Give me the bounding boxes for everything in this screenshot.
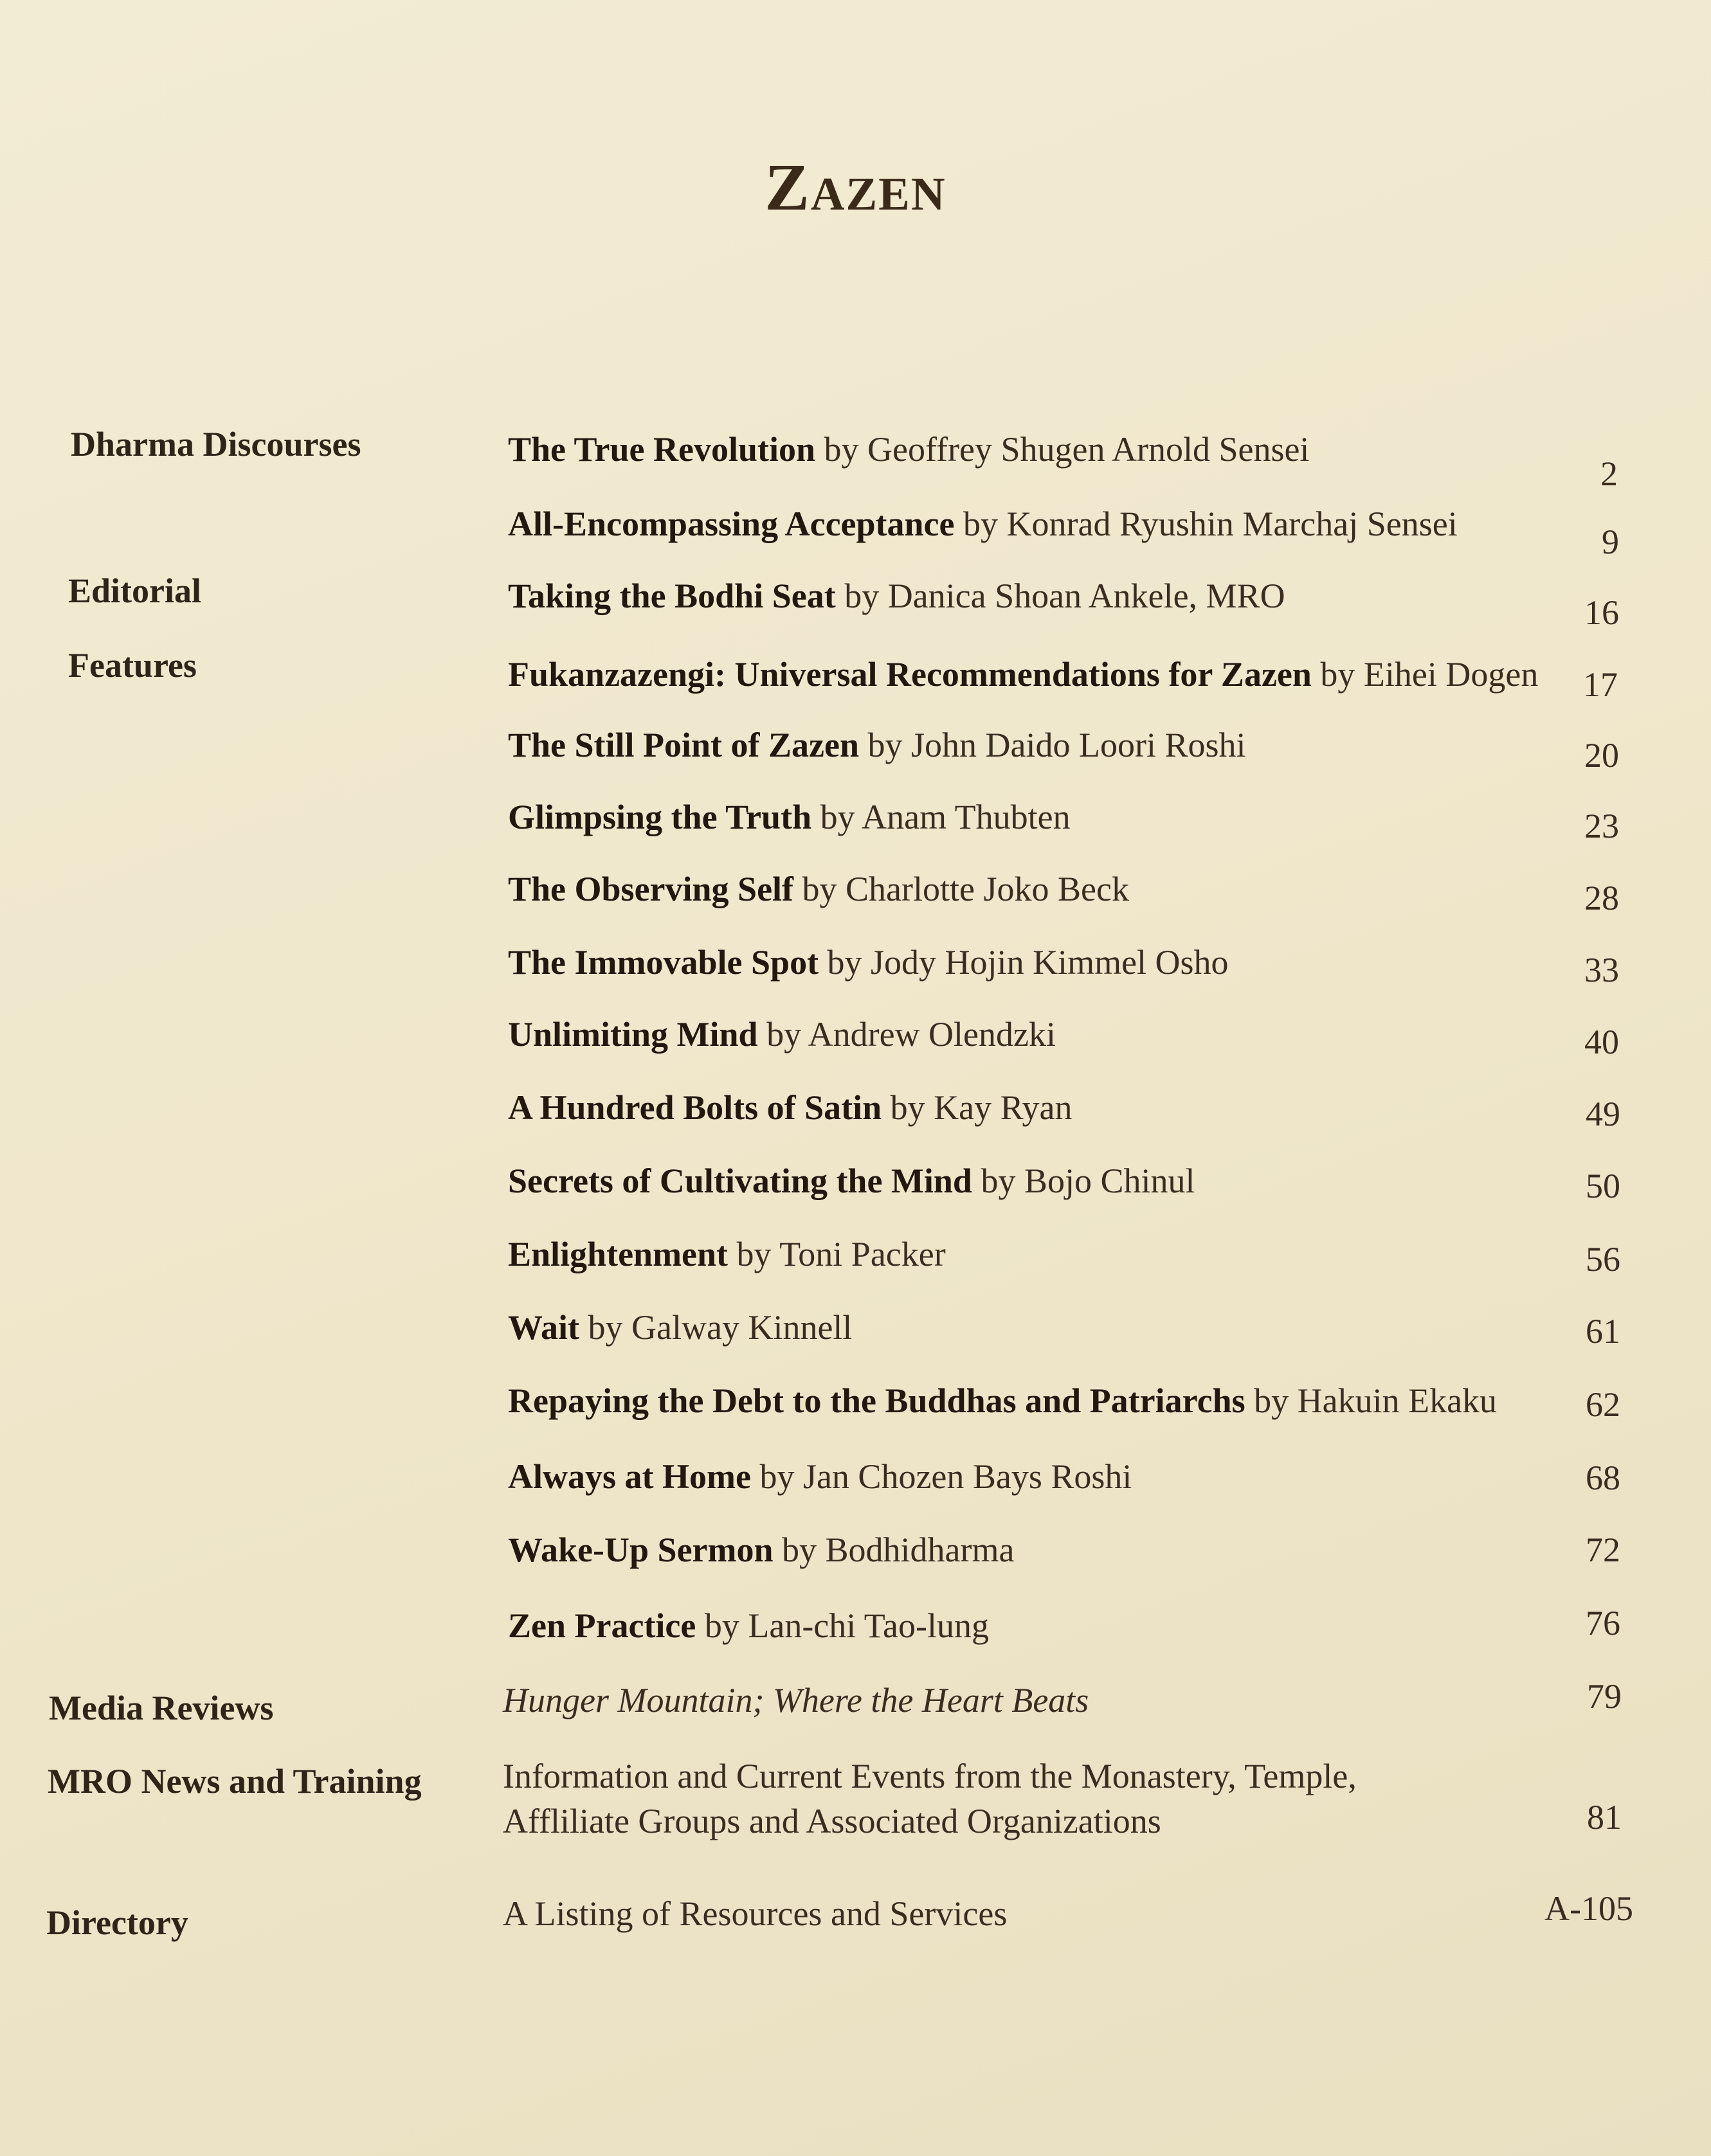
entry-author: by Konrad Ryushin Marchaj Sensei	[963, 505, 1458, 543]
page-number: 40	[1584, 1023, 1619, 1061]
entry-author: by Hakuin Ekaku	[1254, 1381, 1498, 1420]
toc-entry	[508, 869, 1524, 909]
entry-author: by Bodhidharma	[782, 1531, 1015, 1569]
toc-entry	[508, 942, 1524, 982]
entry-author: by Galway Kinnell	[588, 1308, 853, 1347]
section-dharma-discourses: Dharma Discourses	[71, 425, 361, 463]
entry-title: Secrets of Cultivating the Mind	[508, 1162, 972, 1200]
entry-author: by Kay Ryan	[890, 1088, 1073, 1127]
page-number: 28	[1584, 879, 1619, 917]
media-review-entry	[503, 1680, 1519, 1720]
entry-title: All-Encompassing Acceptance	[508, 505, 955, 543]
entry-author: by Toni Packer	[736, 1235, 946, 1273]
toc-entry	[508, 429, 1524, 469]
entry-title: Fukanzazengi: Universal Recommendations for Zazen	[508, 655, 1312, 694]
entry-author: by John Daido Loori Roshi	[867, 726, 1246, 764]
entry-title: Wake-Up Sermon	[508, 1531, 774, 1569]
toc-entry	[508, 1161, 1524, 1201]
toc-entry	[508, 1234, 1524, 1274]
directory-description: A Listing of Resources and Services	[503, 1894, 1008, 1933]
entry-title: Repaying the Debt to the Buddhas and Patriarchs	[508, 1381, 1245, 1420]
page-number: 17	[1583, 665, 1618, 704]
page-number: 16	[1584, 593, 1619, 632]
toc-entry	[508, 1307, 1524, 1347]
entry-author: by Danica Shoan Ankele, MRO	[844, 577, 1285, 615]
page-number: 33	[1584, 951, 1619, 989]
entry-author: by Jody Hojin Kimmel Osho	[827, 943, 1229, 982]
entry-author: by Lan-chi Tao-lung	[704, 1606, 989, 1645]
entry-author: by Charlotte Joko Beck	[802, 870, 1129, 908]
entry-author: by Andrew Olendzki	[766, 1015, 1056, 1054]
page-number: 56	[1586, 1240, 1620, 1279]
toc-entry	[508, 1530, 1524, 1570]
toc-entry	[508, 504, 1524, 544]
page-number: 79	[1587, 1677, 1622, 1716]
toc-entry	[508, 1606, 1524, 1646]
mro-news-line: Affliliate Groups and Associated Organizations	[503, 1802, 1161, 1840]
page-number: 49	[1586, 1095, 1620, 1133]
toc-entry	[508, 1088, 1524, 1127]
entry-title: Glimpsing the Truth	[508, 798, 812, 836]
section-media-reviews: Media Reviews	[49, 1689, 274, 1727]
entry-title: A Hundred Bolts of Satin	[508, 1088, 882, 1127]
entry-title: The True Revolution	[508, 430, 816, 469]
page-number: 2	[1600, 454, 1618, 493]
entry-title: The Still Point of Zazen	[508, 726, 860, 764]
toc-entry	[508, 576, 1524, 616]
toc-entry	[508, 1457, 1524, 1496]
section-mro-news: MRO News and Training	[48, 1762, 422, 1801]
toc-entry	[508, 725, 1524, 765]
page-number: 62	[1586, 1385, 1620, 1424]
mro-news-description	[503, 1754, 1357, 1844]
entry-title: Wait	[508, 1308, 580, 1347]
entry-author: by Eihei Dogen	[1320, 655, 1539, 694]
page-number: 20	[1584, 736, 1619, 775]
entry-title: Taking the Bodhi Seat	[508, 577, 836, 615]
page-number: A-105	[1544, 1889, 1633, 1928]
entry-title: The Observing Self	[508, 870, 794, 908]
page-number: 23	[1584, 807, 1619, 845]
entry-title: Enlightenment	[508, 1235, 729, 1273]
page-number: 81	[1587, 1798, 1622, 1837]
directory-entry	[503, 1894, 1519, 1934]
media-review-titles: Hunger Mountain; Where the Heart Beats	[503, 1681, 1089, 1720]
entry-author: by Bojo Chinul	[981, 1162, 1195, 1200]
page-number: 76	[1586, 1604, 1620, 1642]
entry-author: by Jan Chozen Bays Roshi	[759, 1457, 1132, 1496]
toc-entry	[508, 1014, 1524, 1054]
page-title: Zazen	[765, 150, 946, 224]
page-number: 68	[1586, 1459, 1620, 1497]
entry-title: Always at Home	[508, 1457, 751, 1496]
entry-title: Unlimiting Mind	[508, 1015, 758, 1054]
entry-title: The Immovable Spot	[508, 943, 819, 982]
entry-title: Zen Practice	[508, 1606, 696, 1645]
page-number: 50	[1586, 1167, 1620, 1205]
page-number: 61	[1586, 1312, 1620, 1351]
section-editorial: Editorial	[68, 571, 202, 610]
entry-author: by Geoffrey Shugen Arnold Sensei	[824, 430, 1310, 469]
toc-entry	[508, 654, 1539, 694]
section-directory: Directory	[46, 1903, 188, 1942]
toc-entry	[508, 797, 1524, 837]
toc-entry	[508, 1381, 1524, 1421]
page-number: 72	[1586, 1531, 1620, 1569]
entry-author: by Anam Thubten	[820, 798, 1071, 836]
section-features: Features	[68, 646, 197, 685]
page-number: 9	[1602, 523, 1619, 561]
mro-news-line: Information and Current Events from the Monastery, Temple,	[503, 1757, 1357, 1795]
